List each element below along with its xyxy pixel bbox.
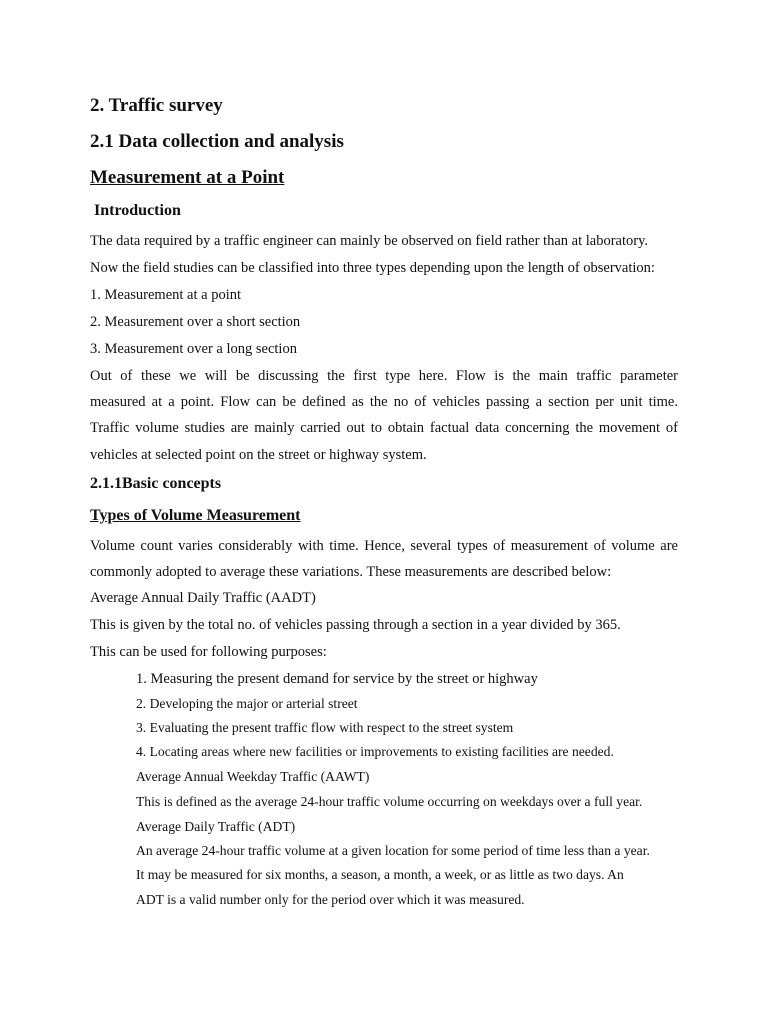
section-heading-traffic-survey: 2. Traffic survey	[90, 95, 223, 116]
purpose-item: 2. Developing the major or arterial street	[136, 696, 358, 711]
adt-definition-line: ADT is a valid number only for the period over which it was measured.	[136, 892, 525, 907]
aawt-title: Average Annual Weekday Traffic (AAWT)	[136, 769, 370, 784]
section-heading-data-collection: 2.1 Data collection and analysis	[90, 131, 344, 152]
aadt-purposes-intro: This can be used for following purposes:	[90, 644, 327, 660]
intro-line: The data required by a traffic engineer can mainly be observed on field rather than at laboratory.	[90, 233, 649, 249]
paragraph-line: commonly adopted to average these variations. These measurements are described below:	[90, 564, 612, 580]
paragraph-line: Volume count varies considerably with time. Hence, several types of measurement of volume are	[90, 538, 678, 554]
paragraph-line: Traffic volume studies are mainly carried out to obtain factual data concerning the movement of	[90, 420, 678, 436]
aadt-title: Average Annual Daily Traffic (AADT)	[90, 590, 316, 606]
purpose-item: 4. Locating areas where new facilities or improvements to existing facilities are needed.	[136, 744, 614, 759]
adt-definition-line: It may be measured for six months, a season, a month, a week, or as little as two days. An	[136, 867, 624, 882]
adt-title: Average Daily Traffic (ADT)	[136, 819, 296, 834]
list-item-type: 2. Measurement over a short section	[90, 314, 301, 330]
paragraph-line: Out of these we will be discussing the first type here. Flow is the main traffic parameter	[90, 368, 678, 384]
section-heading-measurement-point: Measurement at a Point	[90, 167, 285, 188]
aadt-definition: This is given by the total no. of vehicles passing through a section in a year divided by 365.	[90, 617, 621, 633]
intro-line: Now the field studies can be classified into three types depending upon the length of observation:	[90, 260, 655, 276]
purpose-item: 3. Evaluating the present traffic flow with respect to the street system	[136, 720, 514, 735]
paragraph-line: vehicles at selected point on the street or highway system.	[90, 447, 427, 463]
adt-definition-line: An average 24-hour traffic volume at a given location for some period of time less than a year.	[136, 843, 650, 858]
list-item-type: 3. Measurement over a long section	[90, 341, 297, 357]
section-heading-basic-concepts: 2.1.1Basic concepts	[90, 475, 222, 492]
paragraph-line: measured at a point. Flow can be defined as the no of vehicles passing a section per unit time.	[90, 394, 678, 410]
list-item-type: 1. Measurement at a point	[90, 287, 241, 303]
purpose-item: 1. Measuring the present demand for service by the street or highway	[136, 671, 538, 687]
aawt-definition: This is defined as the average 24-hour traffic volume occurring on weekdays over a full year.	[136, 794, 643, 809]
section-heading-types-volume: Types of Volume Measurement	[90, 507, 301, 524]
section-heading-introduction: Introduction	[94, 202, 181, 219]
